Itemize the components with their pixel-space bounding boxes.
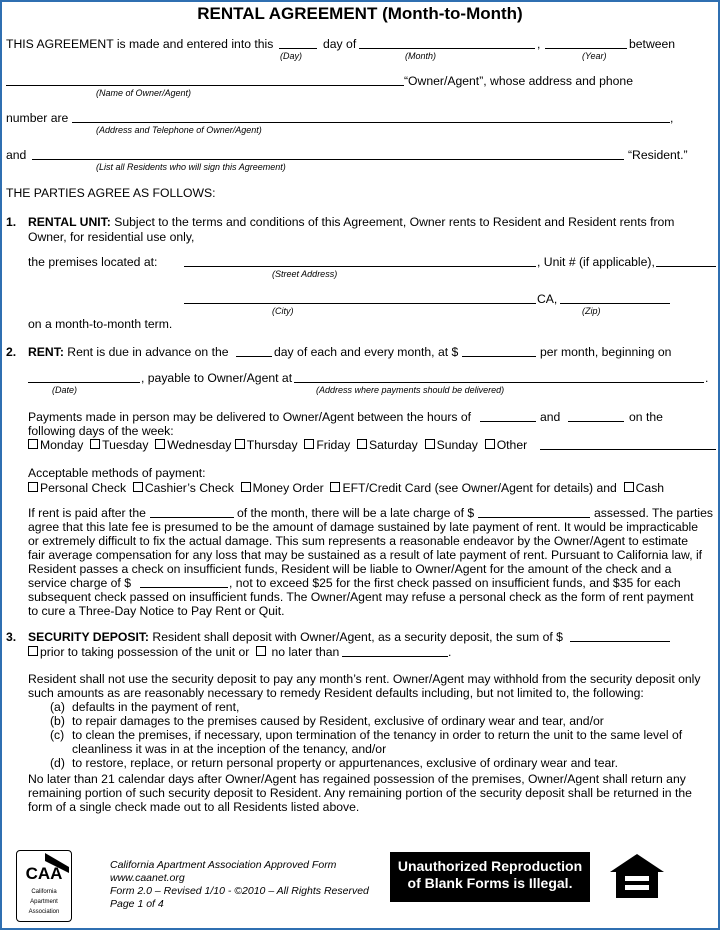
- method-cash[interactable]: Cash: [624, 481, 664, 495]
- section-1-text1: Subject to the terms and conditions of this Agreement, Owner rents to Resident and Resident rents from: [114, 215, 675, 229]
- street-address-field[interactable]: [184, 266, 536, 267]
- checkbox-thursday[interactable]: [235, 439, 245, 449]
- days-row: [28, 438, 527, 452]
- caa-logo-sub: California: [31, 889, 57, 895]
- caa-logo-sub: Association: [28, 909, 60, 915]
- caa-logo-text: CAA: [25, 864, 63, 883]
- late-charge-field[interactable]: [478, 517, 590, 518]
- page-title: RENTAL AGREEMENT (Month-to-Month): [197, 4, 523, 23]
- methods-row: [28, 481, 664, 495]
- late-line: agree that this late fee is presumed to be the amount of damage sustained by late payment of rent. It would be impracticable: [28, 520, 699, 534]
- item-label: (d): [50, 756, 65, 770]
- intro-comma: ,: [537, 37, 541, 51]
- day-thursday[interactable]: Thursday: [235, 438, 298, 452]
- item-label: (b): [50, 714, 65, 728]
- section-1-heading: RENTAL UNIT:: [28, 215, 111, 229]
- caption-day: (Day): [280, 51, 302, 61]
- deposit-para1: Resident shall not use the security deposit to pay any month’s rent. Owner/Agent may withhold from the security deposit only: [28, 672, 701, 686]
- day-saturday[interactable]: Saturday: [357, 438, 418, 452]
- intro-and: and: [6, 148, 27, 162]
- late-line: subsequent check passed on insufficient funds. The Owner/Agent may refuse a personal check as the form of rent payment: [28, 590, 694, 604]
- methods-label: Acceptable methods of payment:: [28, 466, 206, 480]
- late-line: to cure a Three-Day Notice to Pay Rent or Quit.: [28, 604, 285, 618]
- checkbox-cashiers-check[interactable]: [133, 482, 143, 492]
- day-field[interactable]: [279, 48, 317, 49]
- deposit-line1: [28, 630, 563, 644]
- checkbox-sunday[interactable]: [425, 439, 435, 449]
- checkbox-personal-check[interactable]: [28, 482, 38, 492]
- footer-url[interactable]: www.caanet.org: [110, 872, 185, 884]
- caption-date: (Date): [52, 385, 78, 395]
- deposit-para2: such amounts as are reasonably necessary to remedy Resident defaults including, but not limited to, the following:: [28, 686, 644, 700]
- deposit-amount-field[interactable]: [570, 641, 670, 642]
- deposit-timing-row: [28, 645, 339, 659]
- day-sunday[interactable]: Sunday: [425, 438, 478, 452]
- payments-text2: following days of the week:: [28, 424, 174, 438]
- service-text-b: , not to exceed $25 for the first check passed on insufficient funds, and $35 for each: [229, 576, 681, 590]
- checkbox-friday[interactable]: [304, 439, 314, 449]
- method-money-order[interactable]: Money Order: [241, 481, 324, 495]
- item-text: to clean the premises, if necessary, upon termination of the tenancy in order to return the unit to the same level of: [72, 728, 683, 742]
- section-2-number: 2.: [6, 345, 17, 359]
- method-personal-check[interactable]: Personal Check: [28, 481, 126, 495]
- caption-zip: (Zip): [582, 306, 601, 316]
- intro-trailing-comma: ,: [670, 111, 674, 125]
- section-1-text2: Owner, for residential use only,: [28, 230, 195, 244]
- ca-label: CA,: [537, 292, 558, 306]
- day-wednesday[interactable]: Wednesday: [155, 438, 231, 452]
- payments-on: on the: [629, 410, 663, 424]
- checkbox-monday[interactable]: [28, 439, 38, 449]
- section-3-heading: SECURITY DEPOSIT:: [28, 630, 149, 644]
- day-monday[interactable]: Monday: [28, 438, 83, 452]
- hours-to-field[interactable]: [568, 421, 624, 422]
- unit-label: , Unit # (if applicable),: [537, 255, 655, 269]
- equal-housing-icon: [608, 852, 666, 905]
- unit-field[interactable]: [656, 266, 716, 267]
- footer-line1: California Apartment Association Approved Form: [110, 859, 337, 871]
- caption-where: (Address where payments should be delivered): [316, 385, 505, 395]
- intro-resident: “Resident.”: [628, 148, 688, 162]
- owner-name-field[interactable]: [6, 85, 404, 86]
- other-day-field[interactable]: [540, 449, 716, 450]
- payable-text: , payable to Owner/Agent at: [141, 371, 293, 385]
- footer-form-info: Form 2.0 – Revised 1/10 - ©2010 – All Rights Reserved: [110, 885, 369, 897]
- rent-text1b: day of each and every month, at $: [274, 345, 459, 359]
- method-cashiers-check[interactable]: Cashier’s Check: [133, 481, 234, 495]
- caption-residents: (List all Residents who will sign this Agreement): [96, 162, 286, 172]
- item-text: to restore, replace, or return personal property or appurtenances, exclusive of ordinary wear and tear.: [72, 756, 619, 770]
- service-charge-field[interactable]: [140, 587, 228, 588]
- checkbox-other[interactable]: [485, 439, 495, 449]
- late-line: Resident passes a check on insufficient funds, Resident will be liable to Owner/Agent for the amount of the check and a: [28, 562, 672, 576]
- service-text-a: service charge of $: [28, 576, 131, 590]
- rent-period: .: [705, 371, 709, 385]
- late-text-c: assessed. The parties: [594, 506, 714, 520]
- start-date-field[interactable]: [28, 382, 140, 383]
- term-text: on a month-to-month term.: [28, 317, 173, 331]
- parties-heading: THE PARTIES AGREE AS FOLLOWS:: [6, 186, 216, 200]
- rent-amount-field[interactable]: [462, 356, 536, 357]
- item-text: to repair damages to the premises caused by Resident, exclusive of ordinary wear and tear, and/or: [72, 714, 604, 728]
- checkbox-tuesday[interactable]: [90, 439, 100, 449]
- no-later-text: no later than: [271, 645, 340, 659]
- caption-month: (Month): [405, 51, 437, 61]
- method-eft[interactable]: EFT/Credit Card (see Owner/Agent for details) and: [330, 481, 616, 495]
- residents-field[interactable]: [32, 159, 624, 160]
- late-day-field[interactable]: [150, 517, 234, 518]
- deposit-text1: Resident shall deposit with Owner/Agent, as a security deposit, the sum of $: [152, 630, 563, 644]
- late-line: or extremely difficult to fix the actual damage. This sum represents a reasonable endeavor by the Owner/Agent to estimate: [28, 534, 689, 548]
- deposit-period: .: [448, 645, 452, 659]
- caption-city: (City): [272, 306, 294, 316]
- caption-year: (Year): [582, 51, 607, 61]
- day-friday[interactable]: Friday: [304, 438, 350, 452]
- caption-address: (Address and Telephone of Owner/Agent): [96, 125, 262, 135]
- day-other[interactable]: Other: [485, 438, 527, 452]
- item-text: cleanliness it was in at the inception of the tenancy, and/or: [72, 742, 387, 756]
- late-text-a: If rent is paid after the: [28, 506, 146, 520]
- closing-line: No later than 21 calendar days after Owner/Agent has regained possession of the premises, Owner/Agent shall return any: [28, 772, 686, 786]
- checkbox-no-later[interactable]: [256, 646, 266, 656]
- section-1-line1: [28, 215, 674, 229]
- month-field[interactable]: [359, 48, 535, 49]
- rent-text1c: per month, beginning on: [540, 345, 672, 359]
- premises-label: the premises located at:: [28, 255, 158, 269]
- section-3-number: 3.: [6, 630, 17, 644]
- hours-from-field[interactable]: [480, 421, 536, 422]
- no-later-date-field[interactable]: [342, 656, 448, 657]
- section-1-number: 1.: [6, 215, 17, 229]
- intro-between: between: [629, 37, 676, 51]
- day-tuesday[interactable]: Tuesday: [90, 438, 148, 452]
- checkbox-prior-possession[interactable]: [28, 646, 38, 656]
- item-label: (a): [50, 700, 65, 714]
- item-text: defaults in the payment of rent,: [72, 700, 240, 714]
- footer-page-number: Page 1 of 4: [110, 898, 164, 910]
- intro-day-of: day of: [323, 37, 357, 51]
- year-field[interactable]: [545, 48, 627, 49]
- warning-line: of Blank Forms is Illegal.: [407, 875, 573, 891]
- checkbox-eft[interactable]: [330, 482, 340, 492]
- caa-logo-graphic: [17, 851, 71, 921]
- caa-logo: [16, 850, 72, 922]
- caption-owner: (Name of Owner/Agent): [96, 88, 192, 98]
- late-line: fair average compensation for any loss that may be sustained as a result of late payment of rent. Pursuant to California law, if: [28, 548, 703, 562]
- owner-address-field[interactable]: [72, 122, 670, 123]
- warning-line: Unauthorized Reproduction: [397, 858, 583, 874]
- closing-line: form of a single check made out to all Residents listed above.: [28, 800, 360, 814]
- prior-text: prior to taking possession of the unit or: [40, 645, 250, 659]
- item-label: (c): [50, 728, 65, 742]
- city-field[interactable]: [184, 303, 536, 304]
- rent-line1: [28, 345, 229, 359]
- checkbox-saturday[interactable]: [357, 439, 367, 449]
- closing-line: remaining portion of such security deposit to Resident. Any remaining portion of the security deposit shall be returned in the: [28, 786, 692, 800]
- late-text-b: of the month, there will be a late charge of $: [237, 506, 475, 520]
- payment-address-field[interactable]: [294, 382, 704, 383]
- intro-number-are: number are: [6, 111, 69, 125]
- checkbox-cash[interactable]: [624, 482, 634, 492]
- section-2-heading: RENT:: [28, 345, 64, 359]
- intro-text: THIS AGREEMENT is made and entered into this: [6, 37, 274, 51]
- rent-due-day-field[interactable]: [236, 356, 272, 357]
- zip-field[interactable]: [560, 303, 670, 304]
- payments-text1: Payments made in person may be delivered to Owner/Agent between the hours of: [28, 410, 472, 424]
- intro-owner-agent: “Owner/Agent”, whose address and phone: [404, 74, 633, 88]
- caption-street: (Street Address): [272, 269, 338, 279]
- payments-and: and: [540, 410, 561, 424]
- checkbox-wednesday[interactable]: [155, 439, 165, 449]
- checkbox-money-order[interactable]: [241, 482, 251, 492]
- rent-text1: Rent is due in advance on the: [67, 345, 229, 359]
- reproduction-warning: [390, 852, 590, 902]
- caa-logo-sub: Apartment: [30, 899, 58, 905]
